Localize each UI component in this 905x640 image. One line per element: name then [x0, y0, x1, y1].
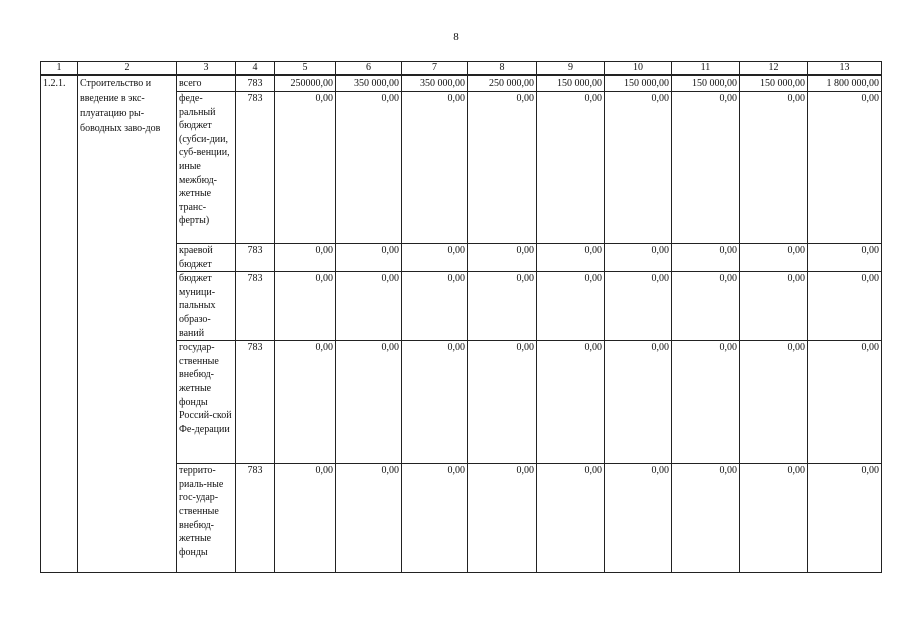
- page-number: 8: [453, 31, 459, 43]
- amount-cell: 150 000,00: [605, 75, 672, 92]
- funding-source: краевой бюджет: [177, 244, 236, 272]
- amount-cell: 0,00: [402, 341, 468, 464]
- column-header: 9: [537, 62, 605, 76]
- budget-code: 783: [236, 341, 275, 464]
- funding-source: террито-риаль-ные гос-удар-ственные внебюд-жетные фонды: [177, 464, 236, 573]
- amount-cell: 250000,00: [275, 75, 336, 92]
- budget-code: 783: [236, 75, 275, 92]
- amount-cell: 0,00: [808, 244, 882, 272]
- amount-cell: 0,00: [672, 464, 740, 573]
- amount-cell: 0,00: [740, 92, 808, 244]
- amount-cell: 0,00: [537, 341, 605, 464]
- column-header: 7: [402, 62, 468, 76]
- amount-cell: 150 000,00: [672, 75, 740, 92]
- amount-cell: 0,00: [537, 92, 605, 244]
- amount-cell: 0,00: [740, 272, 808, 341]
- column-header: 12: [740, 62, 808, 76]
- column-header: 8: [468, 62, 537, 76]
- amount-cell: 0,00: [402, 272, 468, 341]
- amount-cell: 0,00: [468, 244, 537, 272]
- amount-cell: 0,00: [275, 92, 336, 244]
- amount-cell: 0,00: [605, 244, 672, 272]
- amount-cell: 0,00: [672, 272, 740, 341]
- amount-cell: 0,00: [537, 244, 605, 272]
- amount-cell: 250 000,00: [468, 75, 537, 92]
- amount-cell: 0,00: [275, 244, 336, 272]
- budget-code: 783: [236, 244, 275, 272]
- amount-cell: 0,00: [275, 272, 336, 341]
- amount-cell: 0,00: [537, 272, 605, 341]
- column-header: 1: [41, 62, 78, 76]
- amount-cell: 0,00: [808, 341, 882, 464]
- funding-source: государ-ственные внебюд-жетные фонды Россий-ской Фе-дерации: [177, 341, 236, 464]
- amount-cell: 350 000,00: [402, 75, 468, 92]
- amount-cell: 0,00: [468, 464, 537, 573]
- column-header: 2: [78, 62, 177, 76]
- amount-cell: 0,00: [605, 92, 672, 244]
- funding-source: всего: [177, 75, 236, 92]
- amount-cell: 150 000,00: [740, 75, 808, 92]
- budget-code: 783: [236, 272, 275, 341]
- amount-cell: 0,00: [336, 92, 402, 244]
- item-number: 1.2.1.: [41, 75, 78, 573]
- amount-cell: 0,00: [808, 272, 882, 341]
- amount-cell: 0,00: [468, 341, 537, 464]
- amount-cell: 0,00: [402, 92, 468, 244]
- column-header: 4: [236, 62, 275, 76]
- amount-cell: 0,00: [740, 341, 808, 464]
- budget-code: 783: [236, 464, 275, 573]
- amount-cell: 0,00: [402, 244, 468, 272]
- budget-table: [40, 61, 882, 573]
- amount-cell: 0,00: [275, 464, 336, 573]
- amount-cell: 0,00: [336, 244, 402, 272]
- amount-cell: 350 000,00: [336, 75, 402, 92]
- amount-cell: 0,00: [672, 341, 740, 464]
- column-header: 11: [672, 62, 740, 76]
- column-header: 6: [336, 62, 402, 76]
- amount-cell: 0,00: [468, 272, 537, 341]
- column-header: 13: [808, 62, 882, 76]
- budget-code: 783: [236, 92, 275, 244]
- amount-cell: 0,00: [336, 341, 402, 464]
- column-header: 10: [605, 62, 672, 76]
- table-row-total: [41, 75, 882, 92]
- column-number-row: [41, 62, 882, 76]
- amount-cell: 0,00: [808, 92, 882, 244]
- amount-cell: 150 000,00: [537, 75, 605, 92]
- amount-cell: 0,00: [336, 464, 402, 573]
- amount-cell: 0,00: [672, 244, 740, 272]
- amount-cell: 0,00: [740, 464, 808, 573]
- column-header: 3: [177, 62, 236, 76]
- amount-cell: 0,00: [336, 272, 402, 341]
- amount-cell: 1 800 000,00: [808, 75, 882, 92]
- amount-cell: 0,00: [605, 341, 672, 464]
- amount-cell: 0,00: [402, 464, 468, 573]
- amount-cell: 0,00: [468, 92, 537, 244]
- item-name: Строительство и введение в экс-плуатацию ры-боводных заво-дов: [78, 75, 177, 573]
- amount-cell: 0,00: [605, 464, 672, 573]
- amount-cell: 0,00: [275, 341, 336, 464]
- amount-cell: 0,00: [537, 464, 605, 573]
- funding-source: феде-ральный бюджет (субси-дии, суб-венции, иные межбюд-жетные транс-ферты): [177, 92, 236, 244]
- amount-cell: 0,00: [605, 272, 672, 341]
- amount-cell: 0,00: [740, 244, 808, 272]
- amount-cell: 0,00: [672, 92, 740, 244]
- amount-cell: 0,00: [808, 464, 882, 573]
- column-header: 5: [275, 62, 336, 76]
- funding-source: бюджет муници-пальных образо-ваний: [177, 272, 236, 341]
